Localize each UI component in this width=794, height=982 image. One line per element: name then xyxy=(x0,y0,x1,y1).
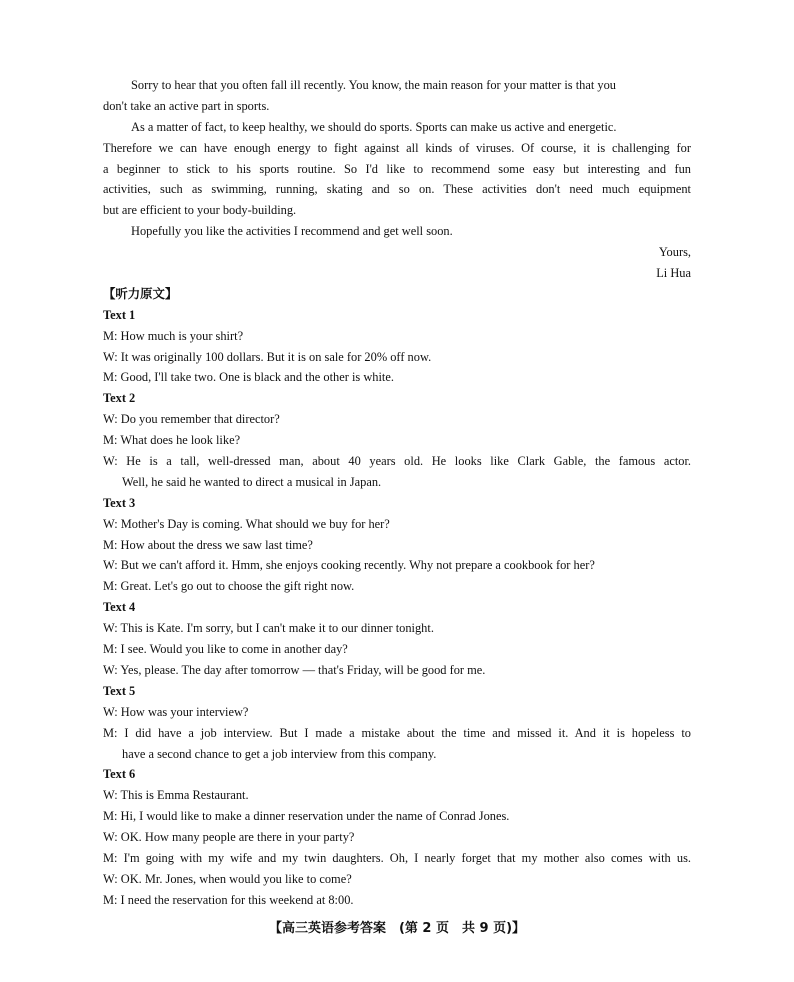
text-2-line-1: W: Do you remember that director? xyxy=(103,412,280,427)
letter-paragraph-1-line-2: don't take an active part in sports. xyxy=(103,98,270,113)
text-5-label: Text 5 xyxy=(103,683,136,698)
text-1-line-1: M: How much is your shirt? xyxy=(103,328,244,343)
text-1-line-2: W: It was originally 100 dollars. But it is on sale for 20% off now. xyxy=(103,349,432,364)
text-5-line-1: W: How was your interview? xyxy=(103,704,249,719)
text-2-label: Text 2 xyxy=(103,391,136,406)
text-6-line-1: W: This is Emma Restaurant. xyxy=(103,788,249,803)
text-2-line-2: M: What does he look like? xyxy=(103,433,241,448)
text-5-line-3: have a second chance to get a job interview from this company. xyxy=(122,746,437,761)
page-footer: 【高三英语参考答案 (第 2 页 共 9 页)】 xyxy=(268,921,526,936)
text-3-label: Text 3 xyxy=(103,495,136,510)
text-2-line-3: W: He is a tall, well-dressed man, about 40 years old. He looks like Clark Gable, the famous actor. xyxy=(103,454,691,469)
text-2-line-4: Well, he said he wanted to direct a musical in Japan. xyxy=(122,474,382,489)
letter-paragraph-2-line-2: Therefore we can have enough energy to fight against all kinds of viruses. Of course, it is challenging for xyxy=(103,140,691,155)
text-3-line-2: M: How about the dress we saw last time? xyxy=(103,537,313,552)
text-6-line-2: M: Hi, I would like to make a dinner reservation under the name of Conrad Jones. xyxy=(103,809,510,824)
text-1-label: Text 1 xyxy=(103,307,136,322)
text-6-line-3: W: OK. How many people are there in your party? xyxy=(103,830,355,845)
letter-paragraph-2-line-4: activities, such as swimming, running, skating and so on. These activities don't need much equipment xyxy=(103,182,691,197)
text-4-label: Text 4 xyxy=(103,600,136,615)
letter-closing: Yours, xyxy=(658,245,691,260)
text-1-line-3: M: Good, I'll take two. One is black and the other is white. xyxy=(103,370,394,385)
letter-signature: Li Hua xyxy=(656,266,691,281)
letter-paragraph-3-line-1: Hopefully you like the activities I recommend and get well soon. xyxy=(131,224,453,239)
text-6-line-4: M: I'm going with my wife and my twin daughters. Oh, I nearly forget that my mother also comes with us. xyxy=(103,850,691,865)
text-4-line-1: W: This is Kate. I'm sorry, but I can't make it to our dinner tonight. xyxy=(103,621,434,636)
text-6-line-6: M: I need the reservation for this weekend at 8:00. xyxy=(103,892,354,907)
letter-paragraph-2-line-3: a beginner to stick to his sports routine. So I'd like to recommend some easy but interesting and fun xyxy=(103,161,691,176)
text-4-line-3: W: Yes, please. The day after tomorrow — that's Friday, will be good for me. xyxy=(103,662,486,677)
text-3-line-1: W: Mother's Day is coming. What should we buy for her? xyxy=(103,516,390,531)
text-6-line-5: W: OK. Mr. Jones, when would you like to come? xyxy=(103,871,352,886)
text-3-line-4: M: Great. Let's go out to choose the gift right now. xyxy=(103,579,355,594)
text-5-line-2: M: I did have a job interview. But I made a mistake about the time and missed it. And it is hopeless to xyxy=(103,725,691,740)
text-6-label: Text 6 xyxy=(103,767,136,782)
text-3-line-3: W: But we can't afford it. Hmm, she enjoys cooking recently. Why not prepare a cookbook for her? xyxy=(103,558,595,573)
document-body xyxy=(103,75,691,911)
letter-paragraph-1-line-1: Sorry to hear that you often fall ill recently. You know, the main reason for your matter is that you xyxy=(131,78,616,92)
letter-paragraph-2-line-5: but are efficient to your body-building. xyxy=(103,203,297,218)
letter-paragraph-2-line-1: As a matter of fact, to keep healthy, we should do sports. Sports can make us active and energetic. xyxy=(131,119,617,134)
text-4-line-2: M: I see. Would you like to come in another day? xyxy=(103,642,348,657)
section-heading: 【听力原文】 xyxy=(103,285,178,301)
